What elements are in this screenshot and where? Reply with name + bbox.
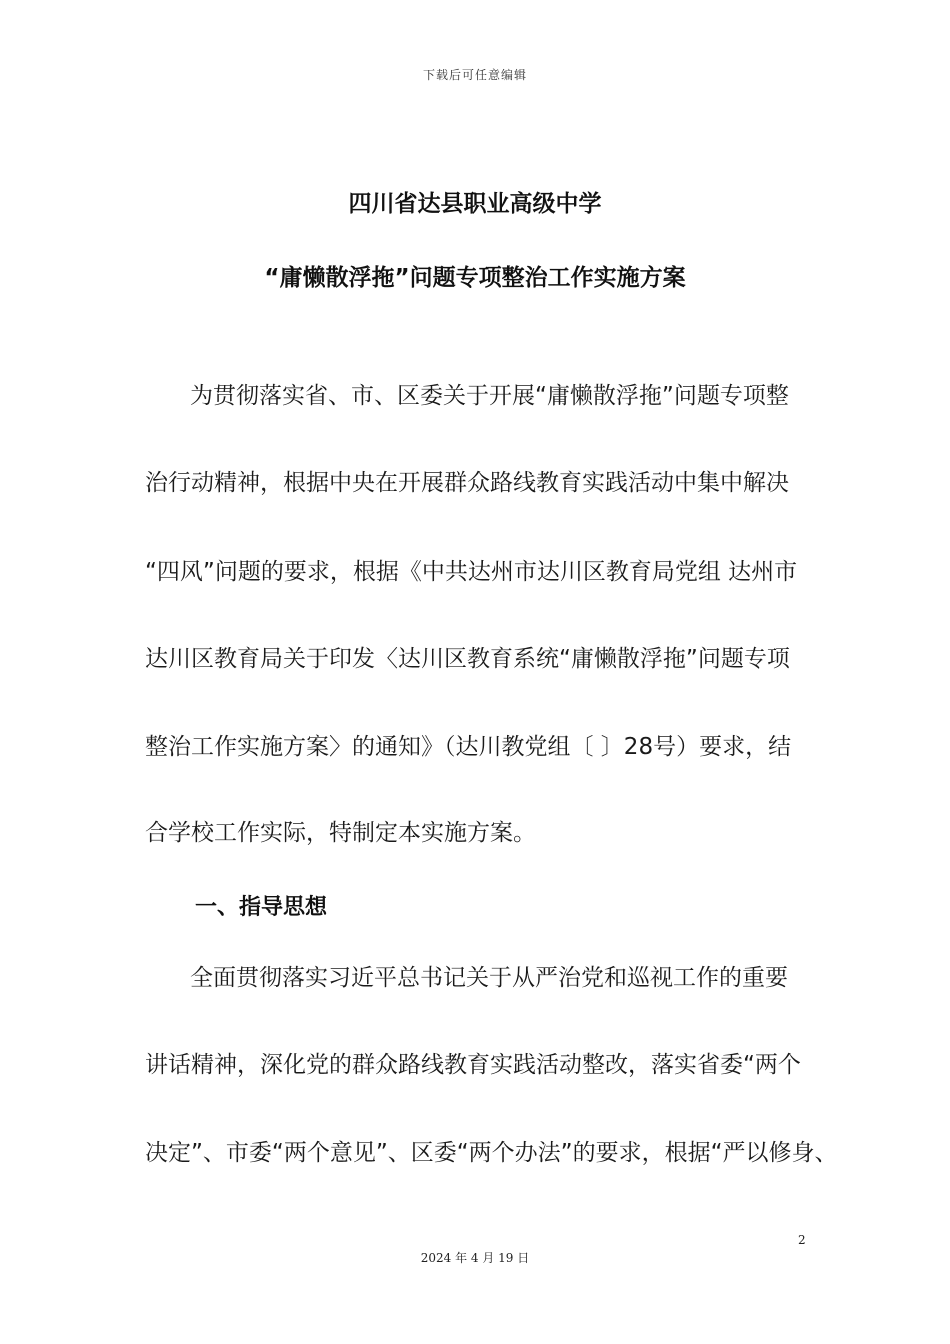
intro-line-1: 为贯彻落实省、市、区委关于开展“庸懒散浮拖”问题专项整: [190, 383, 789, 409]
document-title-school: 四川省达县职业高级中学: [348, 191, 602, 217]
intro-line-5: 整治工作实施方案〉的通知》（达川教党组〔 〕28号）要求，结: [145, 734, 792, 760]
section1-line-3: 决定”、市委“两个意见”、区委“两个办法”的要求，根据“严以修身、: [145, 1140, 838, 1166]
intro-line-4: 达川区教育局关于印发〈达川区教育系统“庸懒散浮拖”问题专项: [145, 646, 790, 672]
footer-date: 2024 年 4 月 19 日: [420, 1251, 530, 1265]
document-title-plan: “庸懒散浮拖”问题专项整治工作实施方案: [264, 265, 686, 291]
section1-line-2: 讲话精神，深化党的群众路线教育实践活动整改，落实省委“两个: [145, 1052, 801, 1078]
download-editable-note: 下载后可任意编辑: [422, 68, 527, 82]
intro-line-3: “四风”问题的要求，根据《中共达州市达川区教育局党组 达州市: [145, 559, 798, 585]
intro-line-6: 合学校工作实际，特制定本实施方案。: [145, 820, 536, 846]
intro-line-2: 治行动精神，根据中央在开展群众路线教育实践活动中集中解决: [145, 470, 789, 496]
section1-line-1: 全面贯彻落实习近平总书记关于从严治党和巡视工作的重要: [190, 965, 788, 991]
section-heading-guiding-ideology: 一、指导思想: [195, 895, 328, 920]
page-number: 2: [798, 1233, 806, 1247]
